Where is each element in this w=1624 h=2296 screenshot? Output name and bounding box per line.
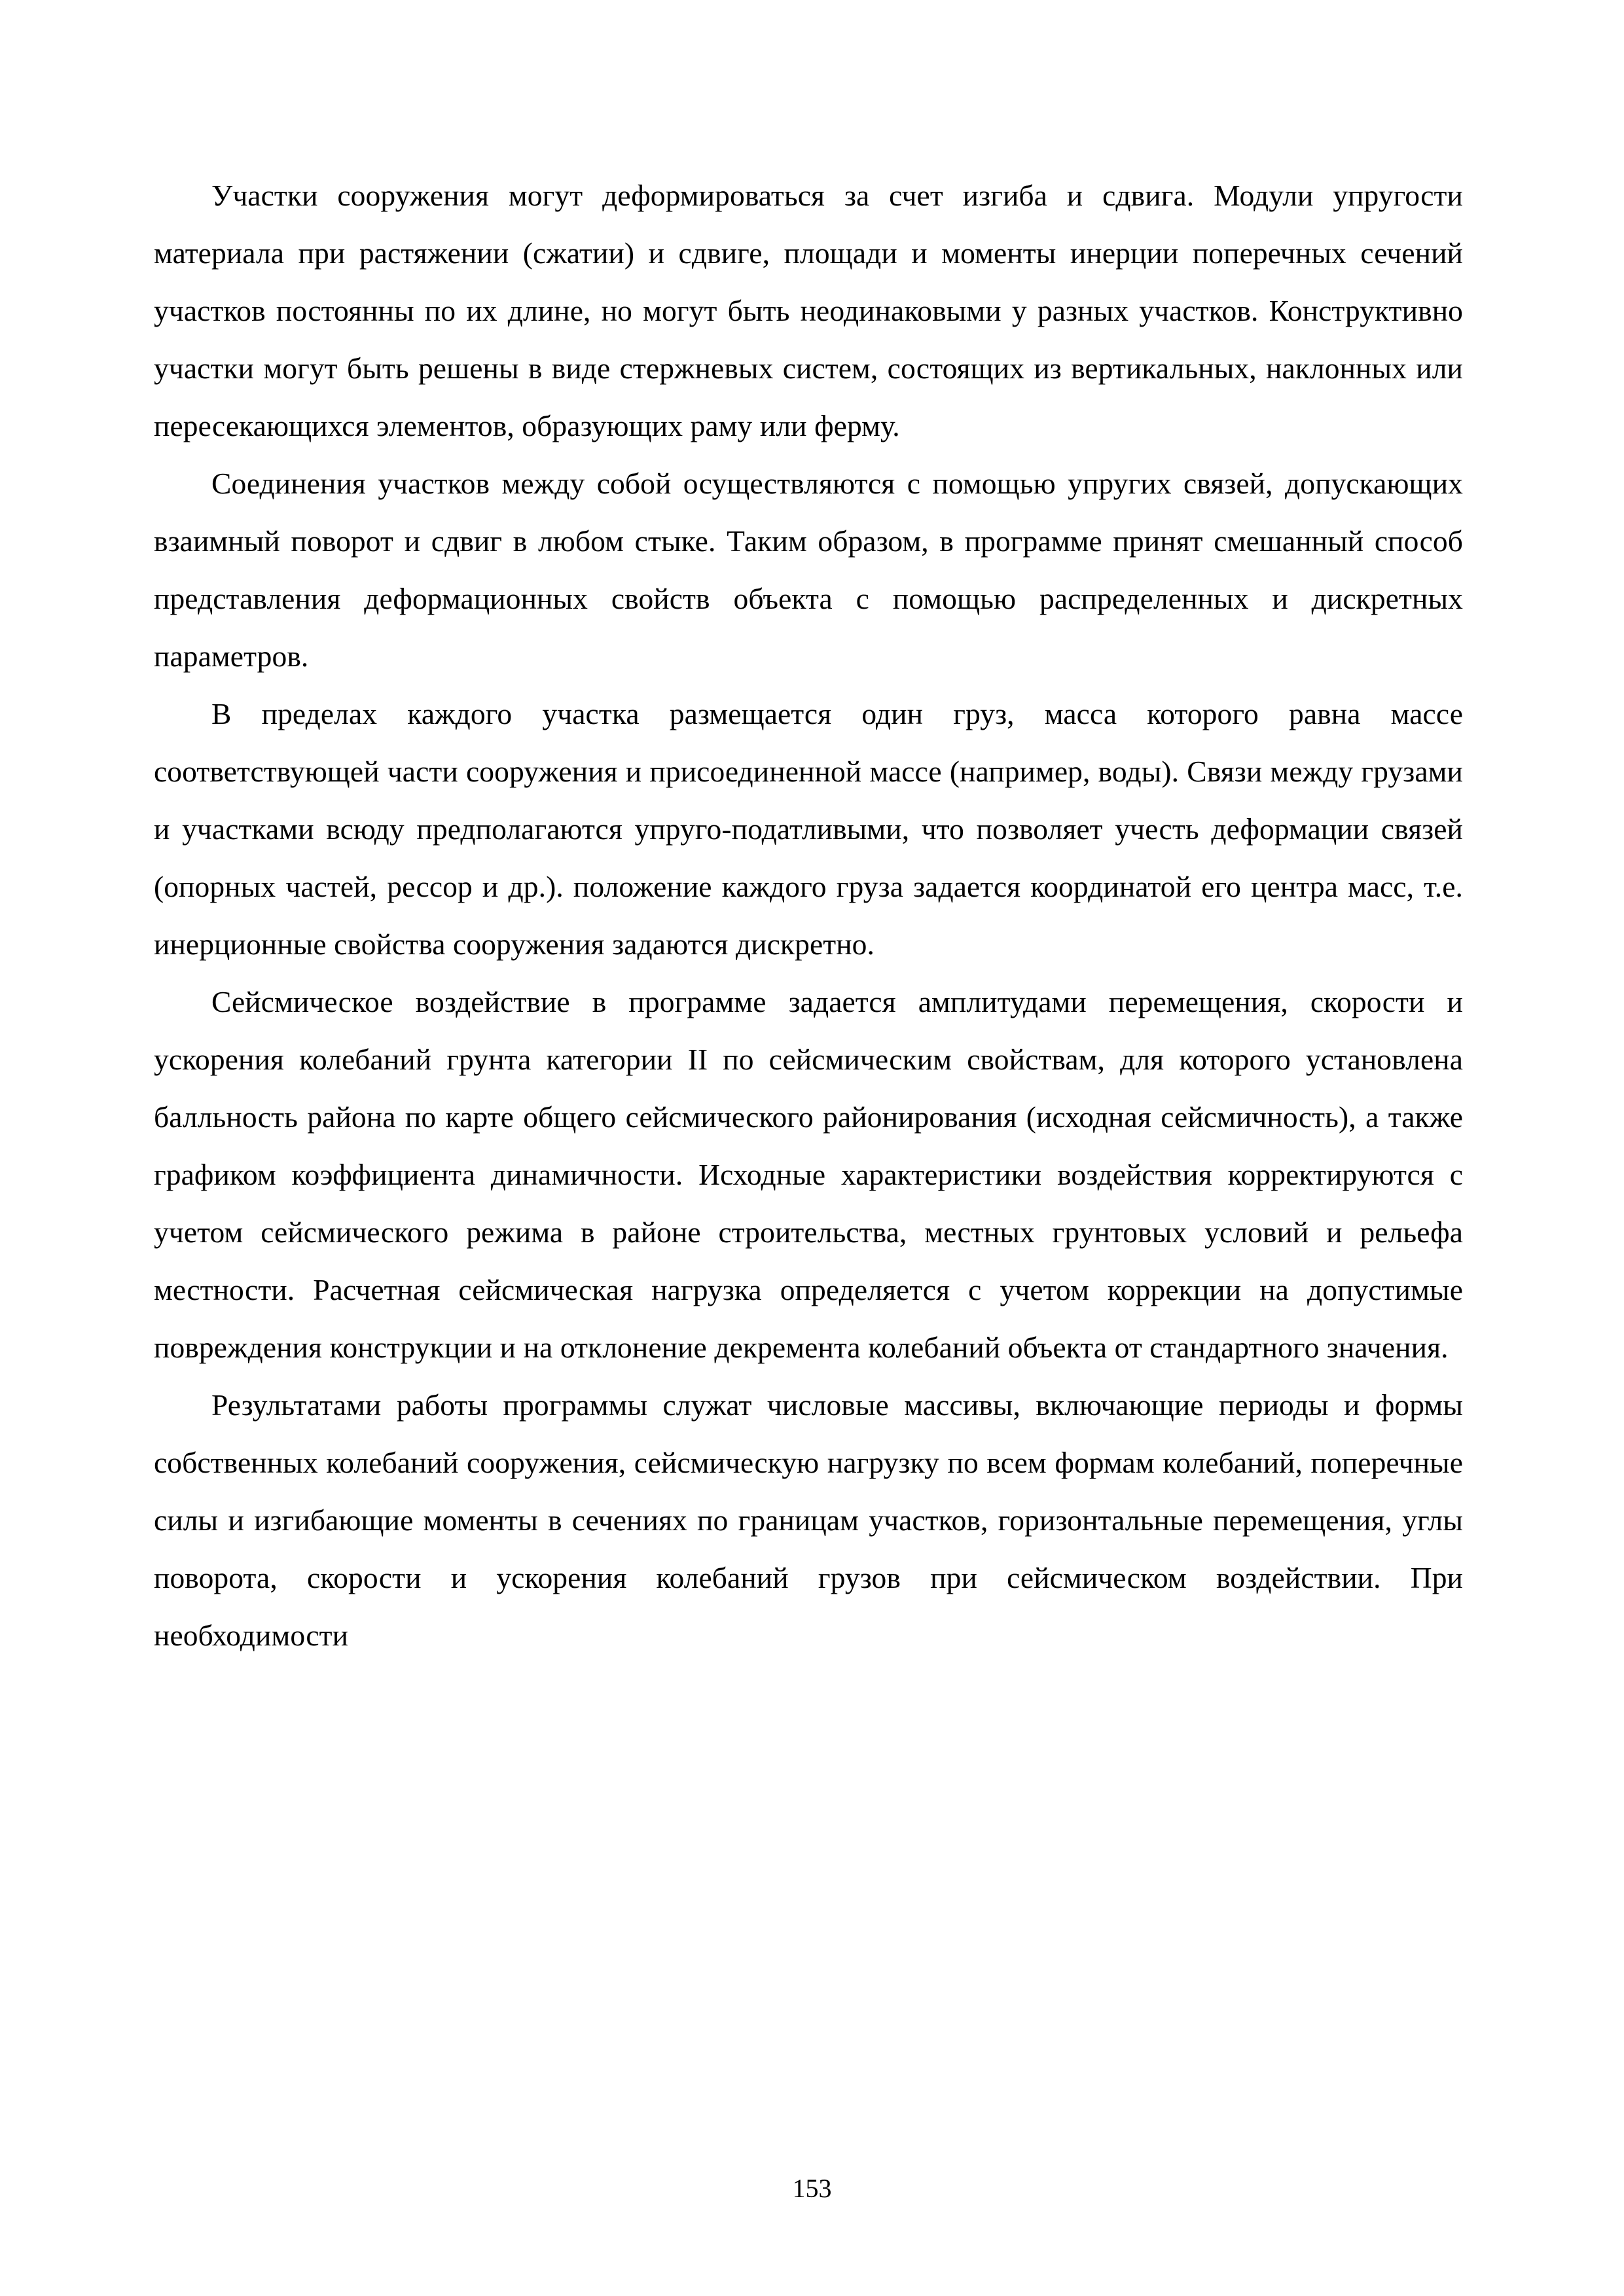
paragraph: В пределах каждого участка размещается один груз, масса которого равна массе соответствующей части сооружения и присоединенной массе (например, воды). Связи между грузами и участками всюду предполагаются упруго-податливыми, что позволяет учесть деформации связей (опорных частей, рессор и др.). положение каждого груза задается координатой его центра масс, т.е. инерционные свойства сооружения задаются дискретно. xyxy=(154,697,1463,961)
paragraph: Результатами работы программы служат числовые массивы, включающие периоды и формы собственных колебаний сооружения, сейсмическую нагрузку по всем формам колебаний, поперечные силы и изгибающие моменты в сечениях по границам участков, горизонтальные перемещения, углы поворота, скорости и ускорения колебаний грузов при сейсмическом воздействии. При необходимости xyxy=(154,1388,1463,1652)
paragraph: Соединения участков между собой осуществляются с помощью упругих связей, допускающих взаимный поворот и сдвиг в любом стыке. Таким образом, в программе принят смешанный способ представления деформационных свойств объекта с помощью распределенных и дискретных параметров. xyxy=(154,467,1463,673)
paragraph: Участки сооружения могут деформироваться за счет изгиба и сдвига. Модули упругости материала при растяжении (сжатии) и сдвиге, площади и моменты инерции поперечных сечений участков постоянны по их длине, но могут быть неодинаковыми у разных участков. Конструктивно участки могут быть решены в виде стержневых систем, состоящих из вертикальных, наклонных или пересекающихся элементов, образующих раму или ферму. xyxy=(154,179,1463,442)
page-body xyxy=(154,167,1463,1664)
paragraph: Сейсмическое воздействие в программе задается амплитудами перемещения, скорости и ускорения колебаний грунта категории II по сейсмическим свойствам, для которого установлена балльность района по карте общего сейсмического районирования (исходная сейсмичность), а также графиком коэффициента динамичности. Исходные характеристики воздействия корректируются с учетом сейсмического режима в районе строительства, местных грунтовых условий и рельефа местности. Расчетная сейсмическая нагрузка определяется с учетом коррекции на допустимые повреждения конструкции и на отклонение декремента колебаний объекта от стандартного значения. xyxy=(154,985,1463,1364)
page-number: 153 xyxy=(792,2174,832,2203)
